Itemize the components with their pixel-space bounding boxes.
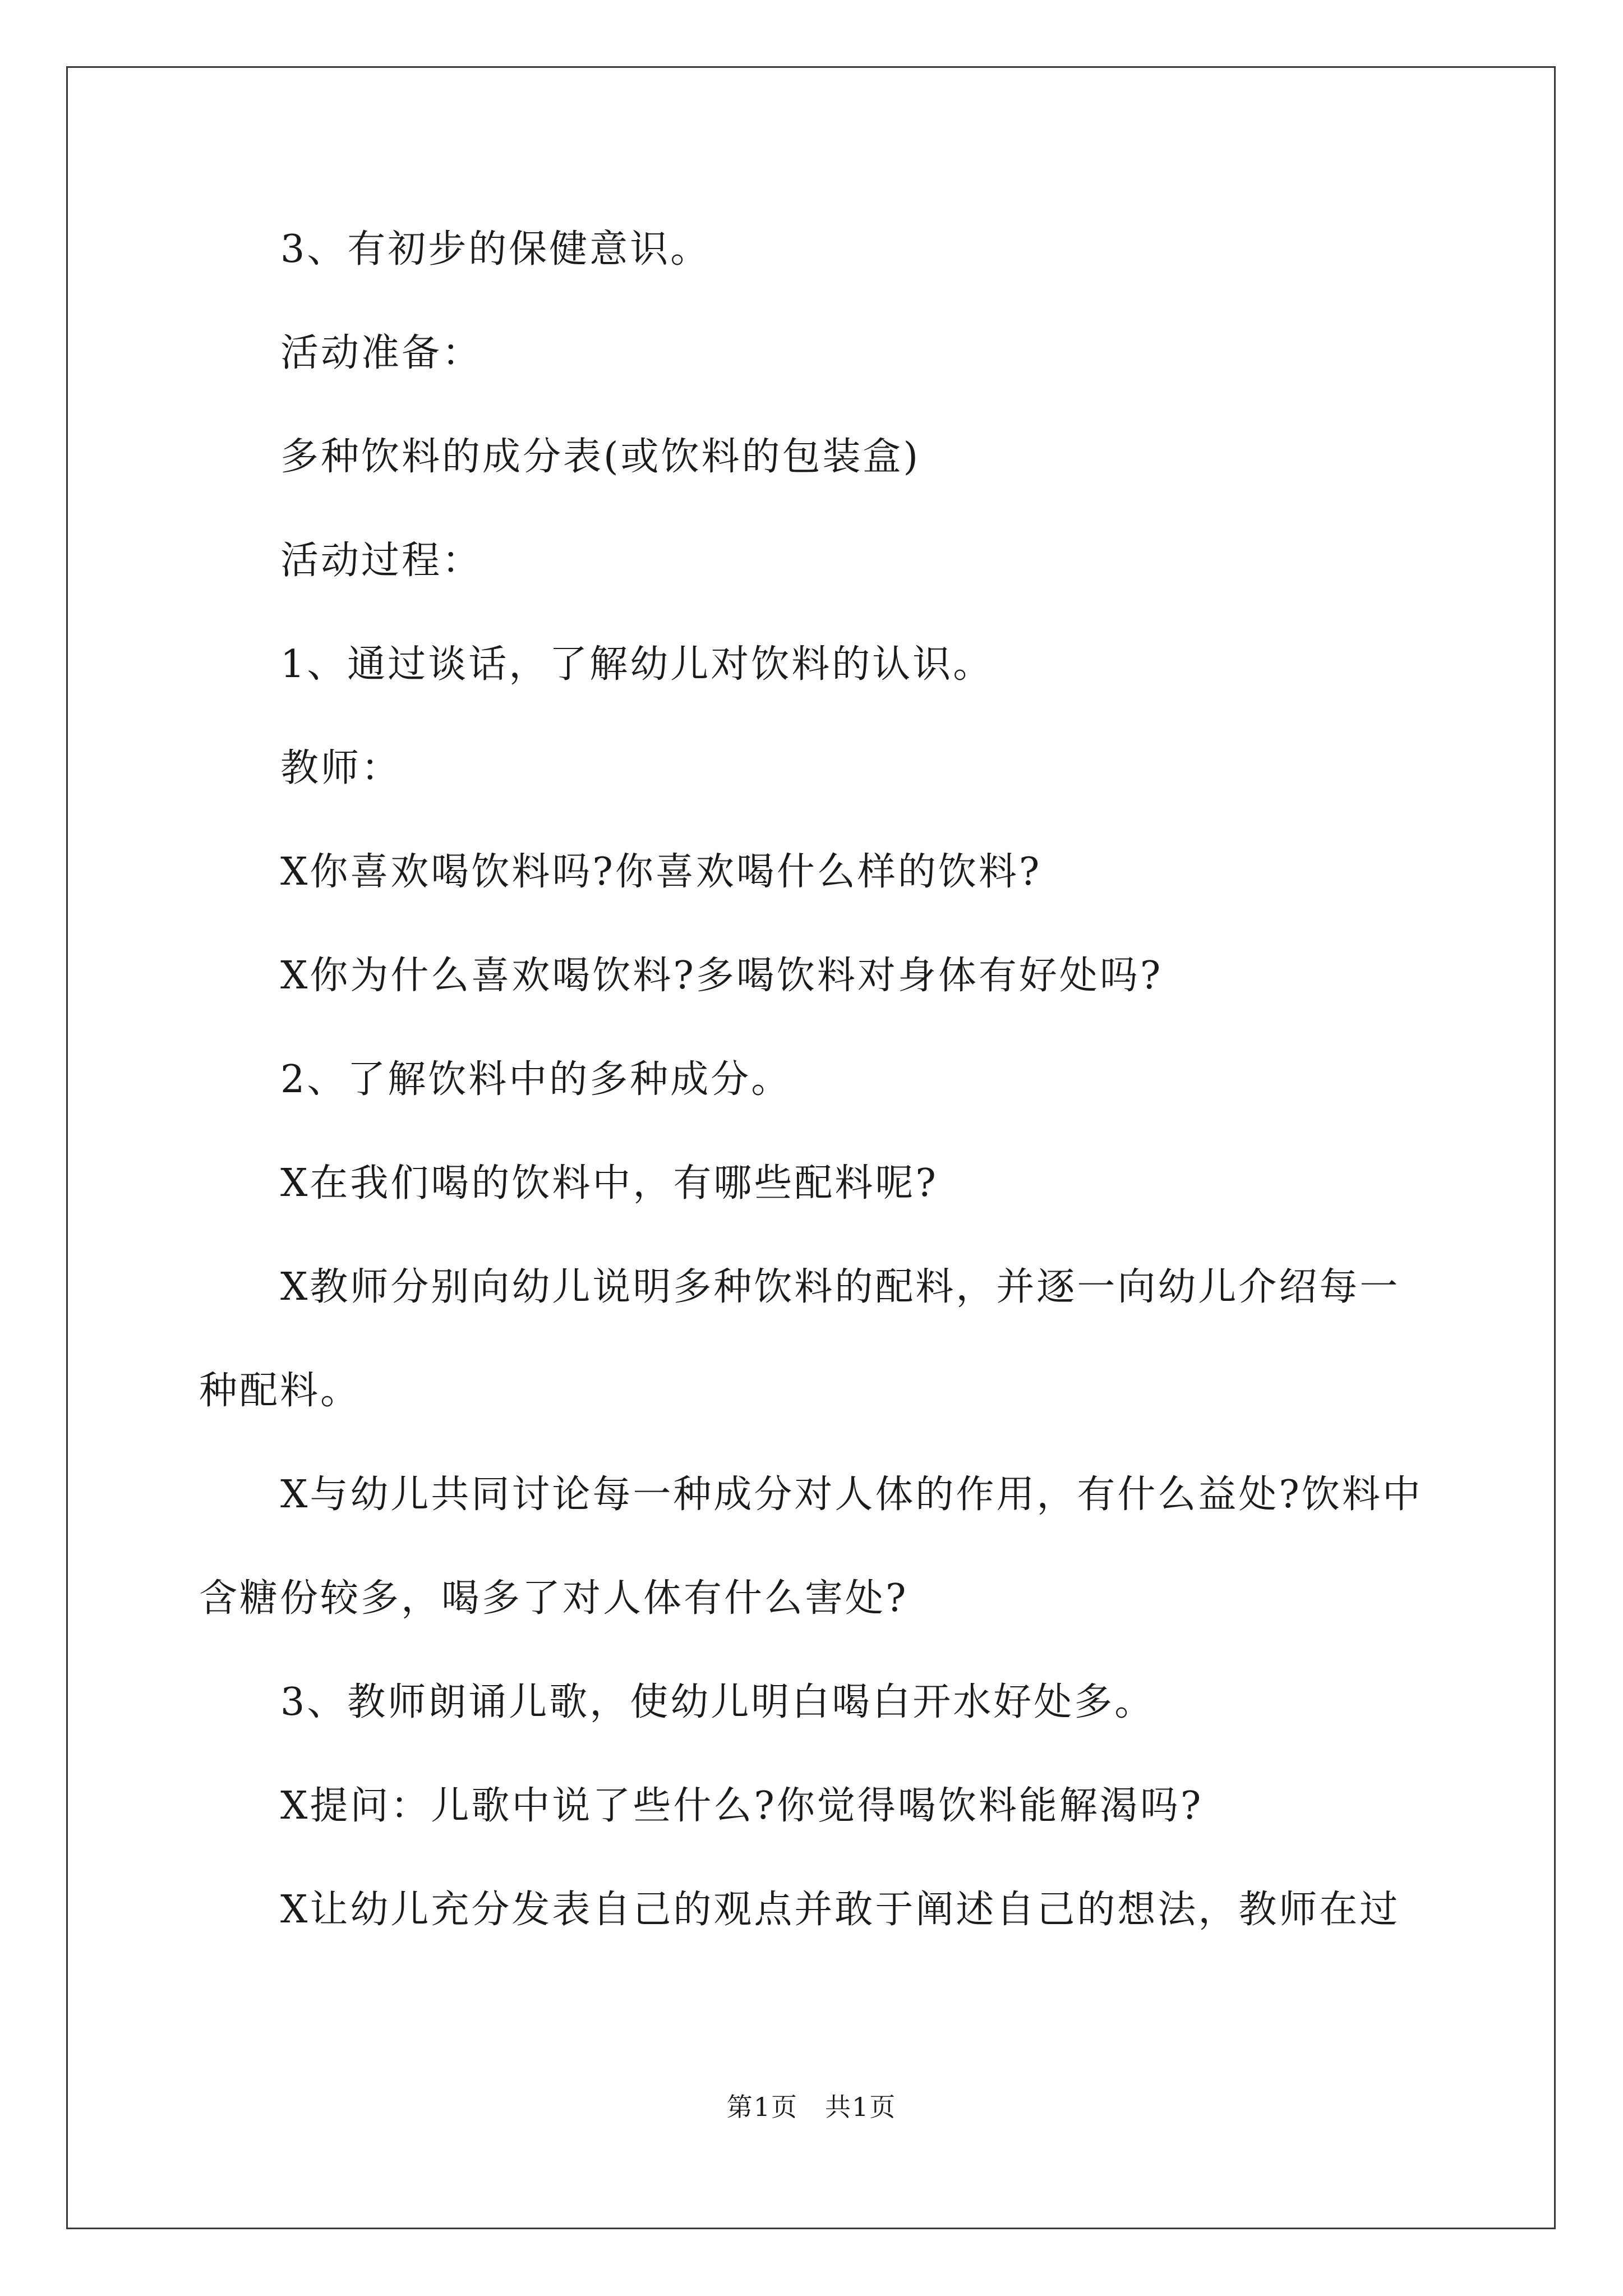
paragraph: X提问：儿歌中说了些什么?你觉得喝饮料能解渴吗? bbox=[280, 1784, 1204, 1828]
paragraph: 教师： bbox=[280, 746, 402, 790]
paragraph: X你喜欢喝饮料吗?你喜欢喝什么样的饮料? bbox=[280, 850, 1042, 894]
paragraph: 活动准备： bbox=[280, 331, 483, 375]
paragraph: X教师分别向幼儿说明多种饮料的配料，并逐一向幼儿介绍每一 bbox=[280, 1265, 1400, 1309]
paragraph: 活动过程： bbox=[280, 539, 483, 583]
paragraph: X让幼儿充分发表自己的观点并敢于阐述自己的想法，教师在过 bbox=[280, 1888, 1400, 1932]
paragraph: X你为什么喜欢喝饮料?多喝饮料对身体有好处吗? bbox=[280, 954, 1163, 998]
paragraph-continuation: 含糖份较多，喝多了对人体有什么害处? bbox=[199, 1576, 909, 1621]
paragraph: X与幼儿共同讨论每一种成分对人体的作用，有什么益处?饮料中 bbox=[280, 1473, 1423, 1517]
paragraph: 多种饮料的成分表(或饮料的包装盒) bbox=[280, 435, 921, 479]
page-footer: 第1页 共1页 bbox=[726, 2092, 897, 2122]
paragraph: 3、有初步的保健意识。 bbox=[280, 227, 711, 272]
paragraph-continuation: 种配料。 bbox=[199, 1369, 361, 1413]
paragraph: 2、了解饮料中的多种成分。 bbox=[280, 1057, 792, 1102]
paragraph: 3、教师朗诵儿歌，使幼儿明白喝白开水好处多。 bbox=[280, 1680, 1155, 1724]
paragraph: X在我们喝的饮料中，有哪些配料呢? bbox=[280, 1161, 938, 1205]
paragraph: 1、通过谈话，了解幼儿对饮料的认识。 bbox=[280, 642, 994, 687]
